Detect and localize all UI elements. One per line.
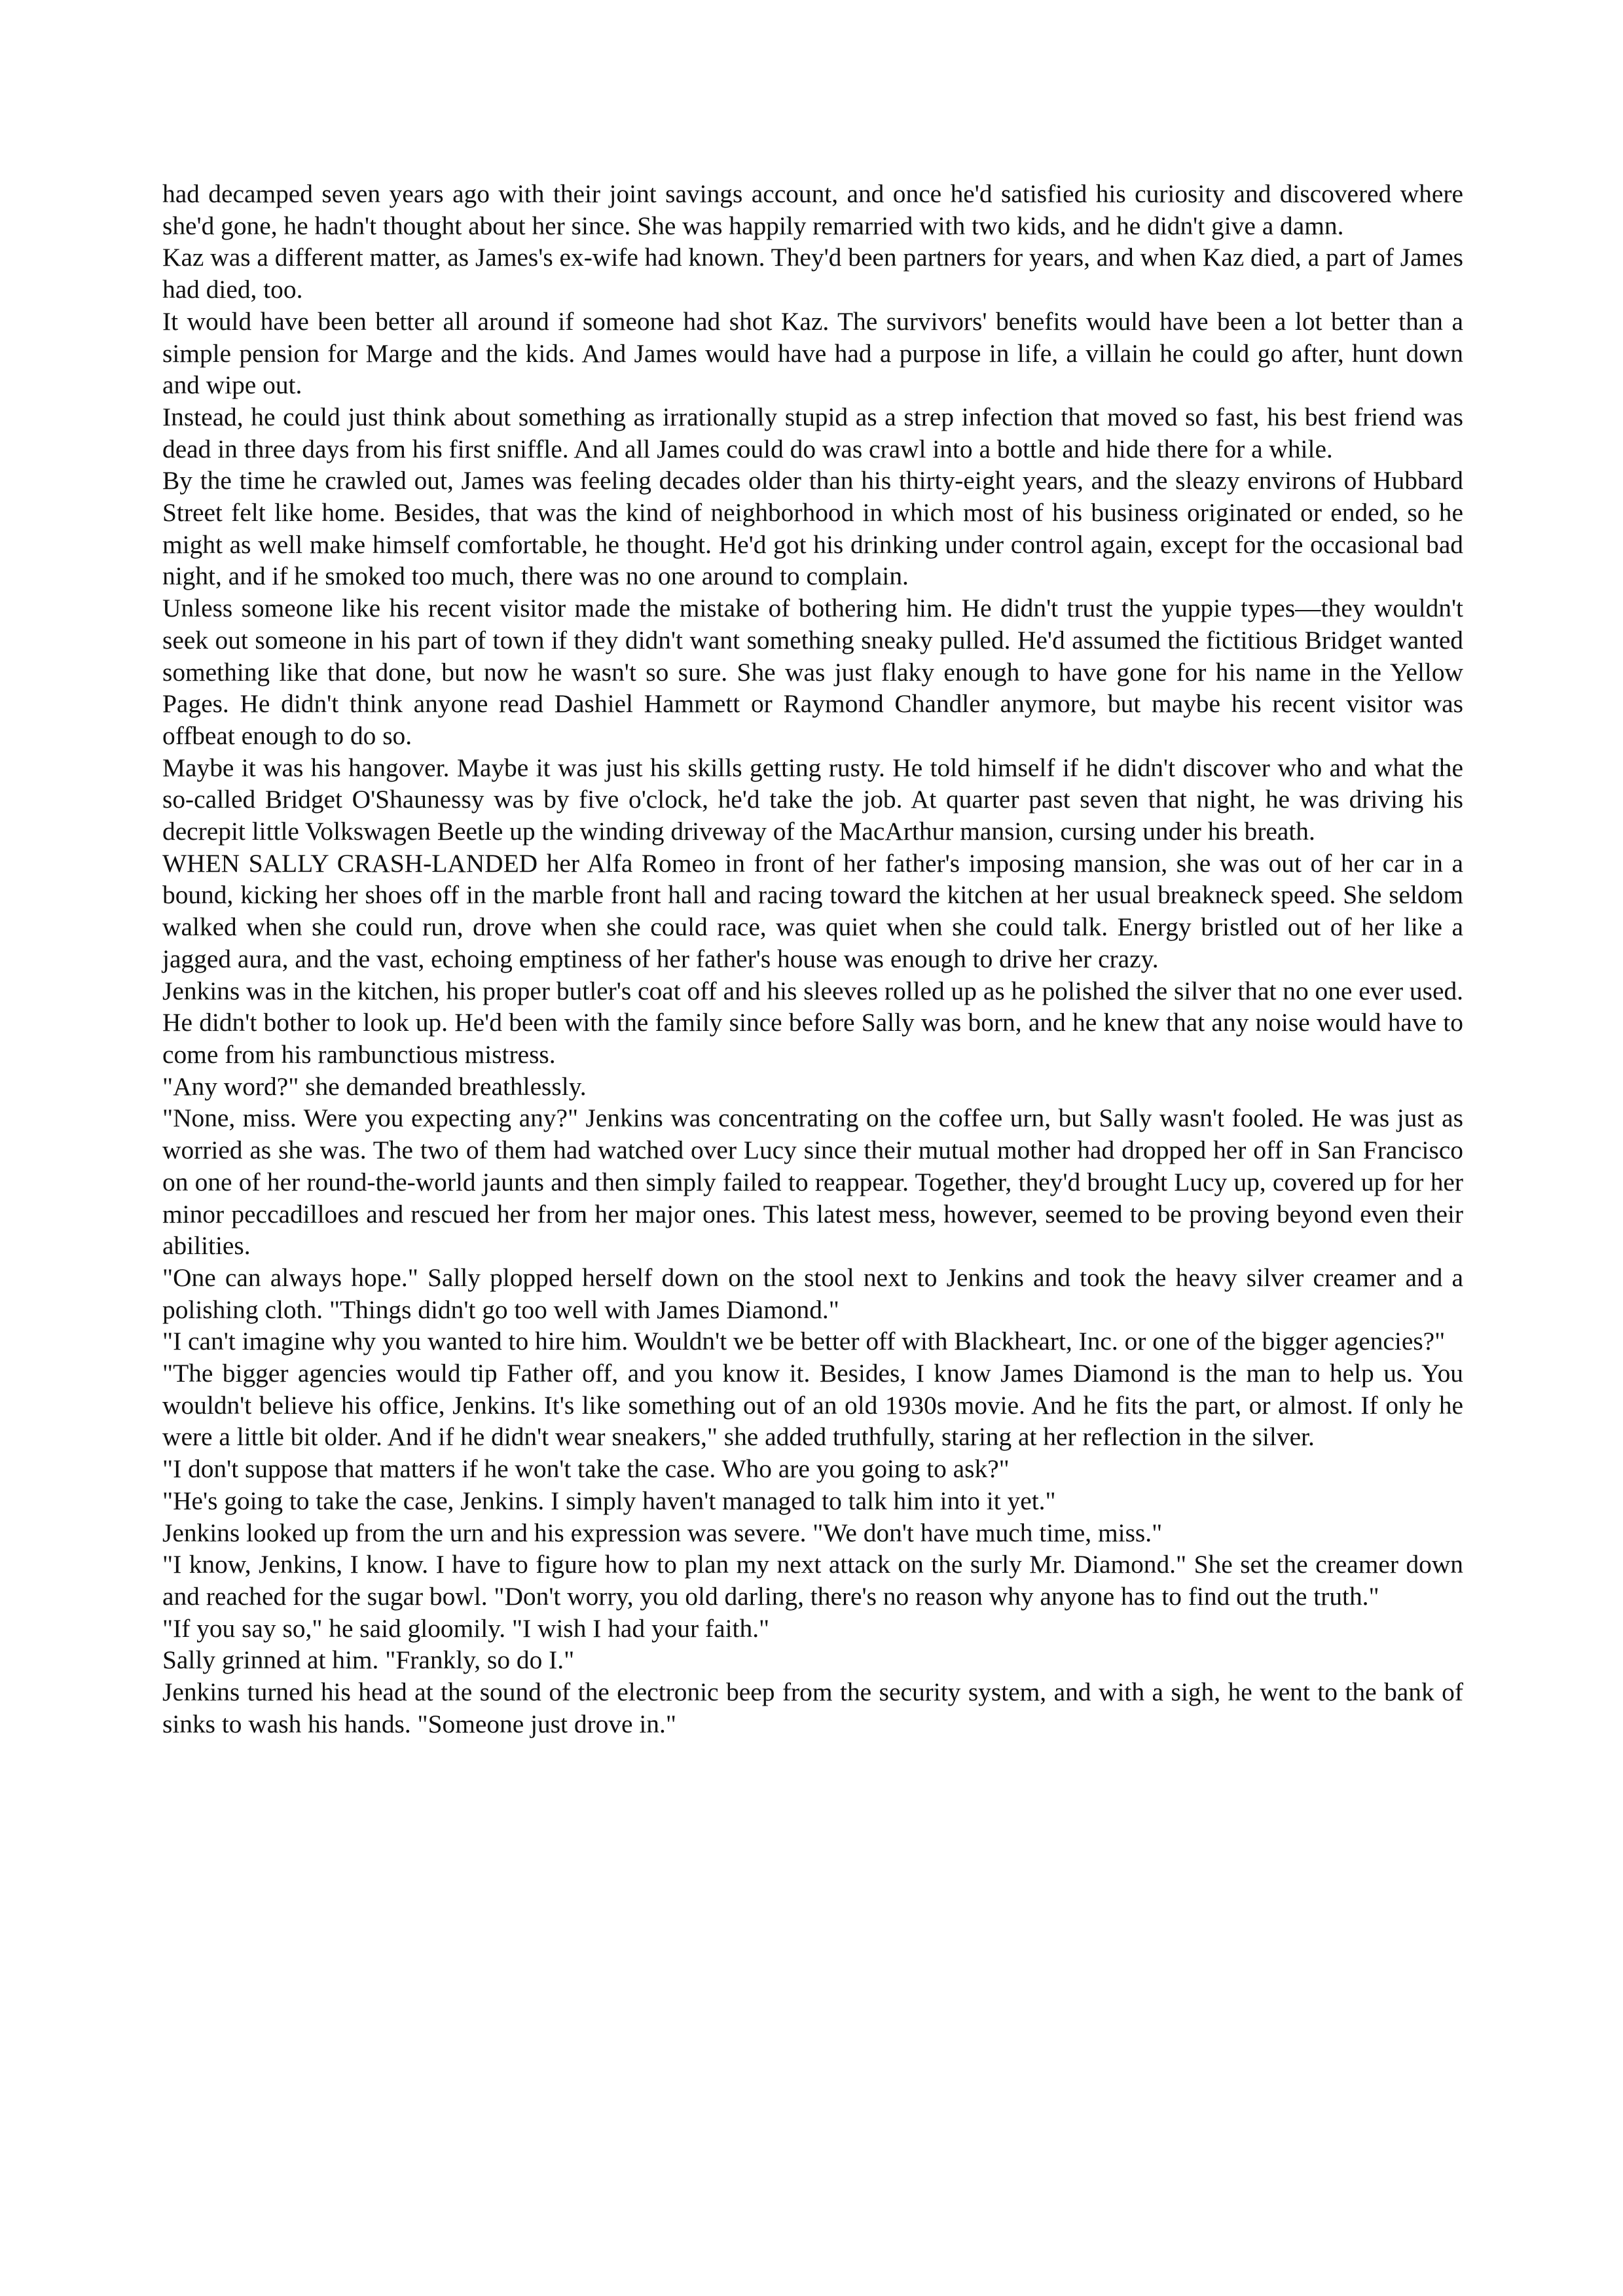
paragraph: Unless someone like his recent visitor made the mistake of bothering him. He didn't trust the yuppie types—they wouldn't seek out someone in his part of town if they didn't want something sneaky pulled. He'd assumed the fictitious Bridget wanted something like that done, but now he wasn't so sure. She was just flaky enough to have gone for his name in the Yellow Pages. He didn't think anyone read Dashiel Hammett or Raymond Chandler anymore, but maybe his recent visitor was offbeat enough to do so. bbox=[162, 594, 1463, 750]
paragraph: Kaz was a different matter, as James's ex-wife had known. They'd been partners for years, and when Kaz died, a part of James had died, too. bbox=[162, 243, 1463, 304]
paragraph: "One can always hope." Sally plopped herself down on the stool next to Jenkins and took the heavy silver creamer and a polishing cloth. "Things didn't go too well with James Diamond." bbox=[162, 1263, 1463, 1324]
paragraph: WHEN SALLY CRASH-LANDED her Alfa Romeo in front of her father's imposing mansion, she was out of her car in a bound, kicking her shoes off in the marble front hall and racing toward the kitchen at her usual breakneck speed. She seldom walked when she could run, drove when she could race, was quiet when she could talk. Energy bristled out of her like a jagged aura, and the vast, echoing emptiness of her father's house was enough to drive her crazy. bbox=[162, 848, 1463, 973]
paragraph: Jenkins turned his head at the sound of the electronic beep from the security system, and with a sigh, he went to the bank of sinks to wash his hands. "Someone just drove in." bbox=[162, 1677, 1463, 1738]
paragraph: Maybe it was his hangover. Maybe it was just his skills getting rusty. He told himself if he didn't discover who and what the so-called Bridget O'Shaunessy was by five o'clock, he'd take the job. At quarter past seven that night, he was driving his decrepit little Volkswagen Beetle up the winding driveway of the MacArthur mansion, cursing under his breath. bbox=[162, 753, 1463, 846]
paragraph: "If you say so," he said gloomily. "I wish I had your faith." bbox=[162, 1613, 770, 1643]
paragraph: "I know, Jenkins, I know. I have to figure how to plan my next attack on the surly Mr. Diamond." She set the creamer down and reached for the sugar bowl. "Don't worry, you old darling, there's no reason why anyone has to find out the truth." bbox=[162, 1550, 1463, 1611]
paragraph: "The bigger agencies would tip Father off, and you know it. Besides, I know James Diamond is the man to help us. You wouldn't believe his office, Jenkins. It's like something out of an old 1930s movie. And he fits the part, or almost. If only he were a little bit older. And if he didn't wear sneakers," she added truthfully, staring at her reflection in the silver. bbox=[162, 1359, 1463, 1452]
paragraph: Sally grinned at him. "Frankly, so do I." bbox=[162, 1645, 575, 1675]
paragraph: "He's going to take the case, Jenkins. I simply haven't managed to talk him into it yet." bbox=[162, 1486, 1056, 1515]
paragraph: Jenkins looked up from the urn and his expression was severe. "We don't have much time, miss." bbox=[162, 1518, 1163, 1547]
paragraph: "I don't suppose that matters if he won't take the case. Who are you going to ask?" bbox=[162, 1454, 1010, 1484]
paragraph: By the time he crawled out, James was feeling decades older than his thirty-eight years, and the sleazy environs of Hubbard Street felt like home. Besides, that was the kind of neighborhood in which most of his business originated or ended, so he might as well make himself comfortable, he thought. He'd got his drinking under control again, except for the occasional bad night, and if he smoked too much, there was no one around to complain. bbox=[162, 466, 1463, 591]
paragraph: "I can't imagine why you wanted to hire him. Wouldn't we be better off with Blackheart, Inc. or one of the bigger agencies?" bbox=[162, 1327, 1446, 1356]
paragraph: It would have been better all around if someone had shot Kaz. The survivors' benefits would have been a lot better than a simple pension for Marge and the kids. And James would have had a purpose in life, a villain he could go after, hunt down and wipe out. bbox=[162, 306, 1463, 400]
paragraph: "Any word?" she demanded breathlessly. bbox=[162, 1071, 587, 1101]
paragraph: "None, miss. Were you expecting any?" Jenkins was concentrating on the coffee urn, but Sally wasn't fooled. He was just as worried as she was. The two of them had watched over Lucy since their mutual mother had dropped her off in San Francisco on one of her round-the-world jaunts and then simply failed to reappear. Together, they'd brought Lucy up, covered up for her minor peccadilloes and rescued her from her major ones. This latest mess, however, seemed to be proving beyond even their abilities. bbox=[162, 1103, 1463, 1261]
document-page bbox=[162, 178, 1463, 1740]
paragraph: had decamped seven years ago with their joint savings account, and once he'd satisfied his curiosity and discovered where she'd gone, he hadn't thought about her since. She was happily remarried with two kids, and he didn't give a damn. bbox=[162, 179, 1463, 240]
paragraph: Jenkins was in the kitchen, his proper butler's coat off and his sleeves rolled up as he polished the silver that no one ever used. He didn't bother to look up. He'd been with the family since before Sally was born, and he knew that any noise would have to come from his rambunctious mistress. bbox=[162, 976, 1463, 1069]
paragraph: Instead, he could just think about something as irrationally stupid as a strep infection that moved so fast, his best friend was dead in three days from his first sniffle. And all James could do was crawl into a bottle and hide there for a while. bbox=[162, 402, 1463, 463]
